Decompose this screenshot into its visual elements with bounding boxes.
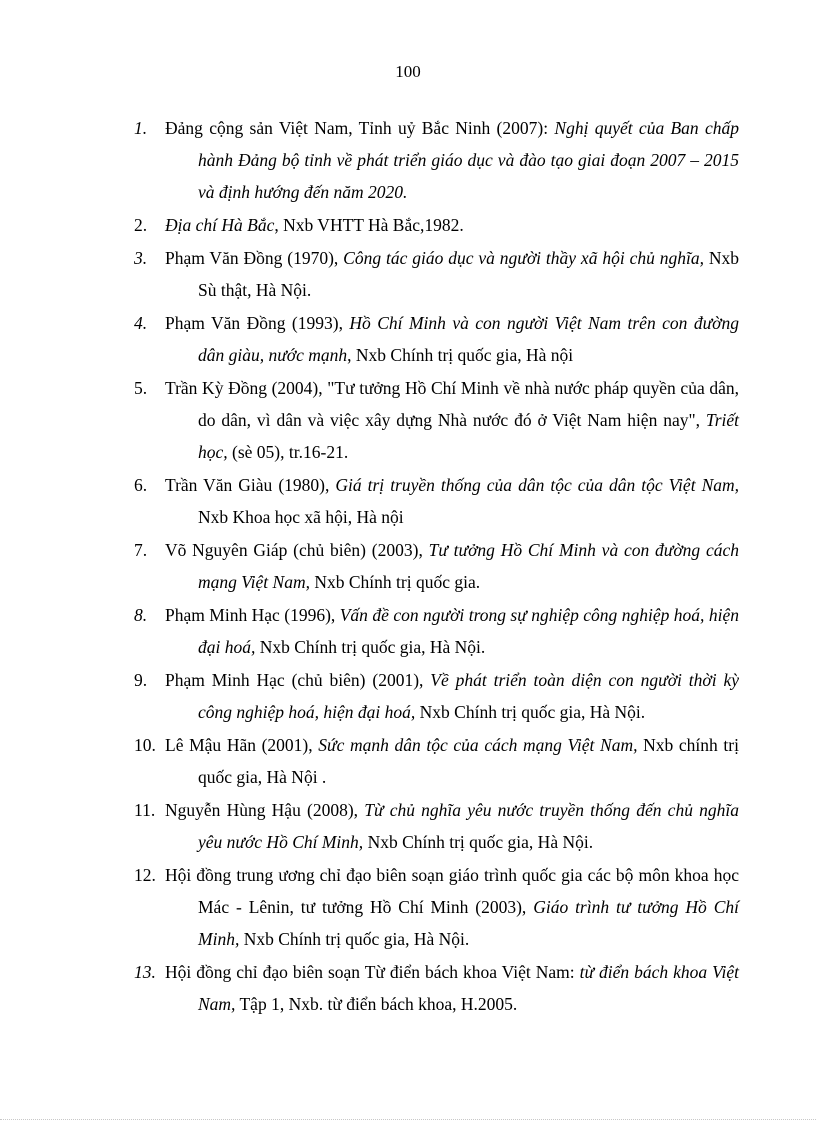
reference-number: 7. — [134, 540, 148, 560]
reference-author: Hội đồng trung ương chỉ đạo biên soạn giáo trình quốc gia các bộ môn khoa học Mác - Lênin, tư tưởng Hồ Chí Minh (2003), — [165, 865, 739, 917]
reference-publisher: Nxb Khoa học xã hội, Hà nội — [198, 507, 404, 527]
reference-title: Giáo trình tư tưởng Hồ Chí Minh, — [198, 897, 739, 949]
reference-item — [134, 372, 739, 468]
reference-number: 2. — [134, 215, 148, 235]
reference-author: Phạm Văn Đồng (1993), — [165, 313, 350, 333]
reference-author: Hội đồng chỉ đạo biên soạn Từ điển bách khoa Việt Nam: — [165, 962, 580, 982]
reference-title: Hồ Chí Minh và con người Việt Nam trên con đường dân giàu, nước mạnh — [198, 313, 739, 365]
reference-title: Từ chủ nghĩa yêu nước truyền thống đến chủ nghĩa yêu nước Hồ Chí Minh, — [198, 800, 739, 852]
reference-number: 13. — [134, 962, 156, 982]
reference-number: 8. — [134, 605, 148, 625]
reference-number: 9. — [134, 670, 148, 690]
reference-author: Phạm Minh Hạc (1996), — [165, 605, 340, 625]
reference-author: Phạm Minh Hạc (chủ biên) (2001), — [165, 670, 431, 690]
reference-author: Lê Mậu Hãn (2001), — [165, 735, 319, 755]
reference-number: 10. — [134, 735, 156, 755]
reference-publisher: Nxb Sù thật, Hà Nội. — [198, 248, 740, 300]
reference-title: Giá trị truyền thống của dân tộc của dân tộc Việt Nam, — [335, 475, 740, 495]
reference-title: Vấn đề con người trong sự nghiệp công nghiệp hoá, hiện đại hoá, — [198, 605, 739, 657]
reference-title: Tư tưởng Hồ Chí Minh và con đường cách mạng Việt Nam, — [198, 540, 739, 592]
reference-title: Về phát triển toàn diện con người thời kỳ công nghiệp hoá, hiện đại hoá, — [198, 670, 739, 722]
reference-publisher: Nxb Chính trị quốc gia, Hà Nội. — [415, 702, 646, 722]
reference-publisher: (sè 05), tr.16-21. — [227, 442, 349, 462]
reference-author: Võ Nguyên Giáp (chủ biên) (2003), — [165, 540, 429, 560]
reference-number: 11. — [134, 800, 156, 820]
reference-number: 1. — [134, 118, 148, 138]
reference-publisher: Nxb Chính trị quốc gia. — [309, 572, 481, 592]
page-number: 100 — [395, 62, 421, 81]
reference-author: Phạm Văn Đồng (1970), — [165, 248, 344, 268]
reference-publisher: , Nxb Chính trị quốc gia, Hà nội — [347, 345, 574, 365]
reference-number: 4. — [134, 313, 148, 333]
reference-publisher: Nxb Chính trị quốc gia, Hà Nội. — [239, 929, 470, 949]
reference-author: Trần Kỳ Đồng (2004), "Tư tưởng Hồ Chí Minh về nhà nước pháp quyền của dân, do dân, vì dân và việc xây dựng Nhà nước đó ở Việt Nam hiện nay", — [165, 378, 739, 430]
reference-item — [134, 534, 739, 598]
reference-item — [134, 664, 739, 728]
reference-author: Trần Văn Giàu (1980), — [165, 475, 336, 495]
reference-item — [134, 307, 739, 371]
reference-item — [134, 729, 739, 793]
reference-title: Triết học, — [198, 410, 739, 462]
reference-author: Đảng cộng sản Việt Nam, Tỉnh uỷ Bắc Ninh (2007): — [165, 118, 555, 138]
reference-title: Sức mạnh dân tộc của cách mạng Việt Nam, — [318, 735, 638, 755]
reference-item — [134, 794, 739, 858]
reference-item — [134, 209, 739, 241]
reference-item — [134, 242, 739, 306]
reference-title: Địa chí Hà Bắc — [165, 215, 275, 235]
reference-title: từ điển bách khoa Việt Nam, — [198, 962, 739, 1014]
reference-publisher: Nxb Chính trị quốc gia, Hà Nội. — [363, 832, 594, 852]
reference-title: Công tác giáo dục và người thầy xã hội chủ nghĩa, — [343, 248, 704, 268]
reference-item — [134, 956, 739, 1020]
reference-item — [134, 112, 739, 208]
page-bottom-divider — [0, 1119, 816, 1120]
reference-publisher: Nxb Chính trị quốc gia, Hà Nội. — [255, 637, 486, 657]
reference-item — [134, 599, 739, 663]
reference-title: Nghị quyết của Ban chấp hành Đảng bộ tỉnh về phát triển giáo dục và đào tạo giai đoạn 2007 – 2015 và định hướng đến năm 2020. — [198, 118, 740, 202]
reference-publisher: Nxb chính trị quốc gia, Hà Nội . — [198, 735, 739, 787]
reference-item — [134, 859, 739, 955]
reference-number: 3. — [134, 248, 148, 268]
reference-publisher: Tập 1, Nxb. từ điển bách khoa, H.2005. — [235, 994, 518, 1014]
reference-number: 5. — [134, 378, 148, 398]
reference-list — [134, 112, 739, 1021]
reference-publisher: , Nxb VHTT Hà Bắc,1982. — [274, 215, 464, 235]
reference-number: 6. — [134, 475, 148, 495]
reference-number: 12. — [134, 865, 156, 885]
reference-item — [134, 469, 739, 533]
reference-author: Nguyễn Hùng Hậu (2008), — [165, 800, 365, 820]
